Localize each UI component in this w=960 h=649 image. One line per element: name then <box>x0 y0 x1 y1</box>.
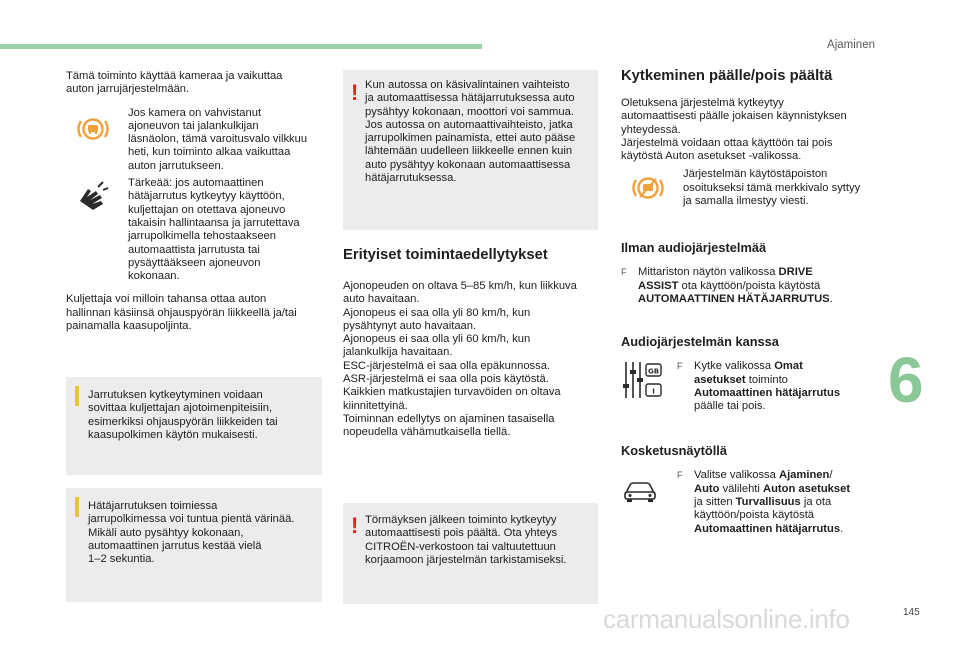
touchscreen-instruction <box>677 469 883 535</box>
text-run: ja sitten <box>694 496 733 509</box>
no-audio-heading: Ilman audiojärjestelmää <box>621 240 767 256</box>
header-accent-bar <box>0 44 482 49</box>
text-run: / <box>829 469 833 482</box>
text-run: . <box>829 292 833 305</box>
important-note <box>66 177 328 283</box>
car-icon <box>623 481 657 503</box>
conditions-text: Ajonopeuden on oltava 5–85 km/h, kun liikkuva auto havaitaan. Ajonopeus ei saa olla yli 80 km/h, kun pysähtynyt auto havaitaan. Ajonopeus ei saa olla yli 60 km/h, kun jalankulkija havaitaan. ESC-järjestelmä ei saa olla epäkunnossa. ASR-järjestelmä ei saa olla pois käytöstä. Kaikkien matkustajien turvavöiden on oltava kiinnitettyinä. Toiminnan edellytys on ajaminen tasaisella nopeudella vähämutkaisella tiellä. <box>343 280 577 439</box>
info-icon <box>75 393 79 406</box>
driver-override-text: Kuljettaja voi milloin tahansa ottaa auton hallinnan käsiinsä ohjauspyörän liikkeellä ja/tai painamalla kaasupoljinta. <box>66 293 297 333</box>
text-run: päälle tai pois. <box>694 400 766 413</box>
info-box-vibration-text: Hätäjarrutuksen toimiessa jarrupolkimessa voi tuntua pientä värinää. Mikäli auto pysähtyy kokonaan, automaattinen jarrutus kestää vielä 1–2 sekuntia. <box>88 500 295 566</box>
function-name: Automaattinen hätäjarrutus <box>694 522 841 535</box>
menu-name: Ajaminen <box>778 469 830 482</box>
audio-instruction <box>677 360 883 413</box>
text-run: toiminto <box>748 373 788 386</box>
page-number: 145 <box>903 607 920 618</box>
info-box-adaptation-text: Jarrutuksen kytkeytyminen voidaan sovittaa kuljettajan ajotoimenpiteisiin, esimerkiksi ohjauspyörän liikkeiden tai kaasupolkimen käytön mukaisesti. <box>88 389 278 441</box>
column-left <box>66 70 328 333</box>
emergency-brake-warning-icon <box>76 113 110 145</box>
watermark: carmanualsonline.info <box>603 604 850 634</box>
text-run: Kytke valikossa <box>694 360 775 373</box>
warning-box-collision <box>343 503 598 604</box>
warning-box-collision-text: Törmäyksen jälkeen toiminto kytkeytyy automaattisesti pois päältä. Ota yhteys CITROËN-verkostoon tai valtuutettuun korjaamoon järjestelmän tarkistamiseksi. <box>365 514 567 566</box>
warning-box-gearbox-text: Kun autossa on käsivalintainen vaihteisto ja automaattisessa hätäjarrutuksessa auto pysähtyy kokonaan, moottori voi sammua. Jos autossa on automaattivaihteisto, jatka jarrupolkimen painamista, ettei auto pääse lähtemään uudelleen liikkeelle ennen kuin auto pysähtyy kokonaan automaattisessa hätäjarrutuksessa. <box>365 79 576 185</box>
text-run: välilehti <box>719 482 764 495</box>
warning-icon: ! <box>351 513 359 538</box>
text-run: . <box>840 522 844 535</box>
audio-heading: Audiojärjestelmän kanssa <box>621 334 779 350</box>
info-label: I <box>652 387 655 396</box>
settings-sliders-icon <box>621 360 663 400</box>
disable-indicator-text: Järjestelmän käytöstäpoiston osoitukseksi tämä merkkivalo syttyy ja samalla ilmestyy viesti. <box>683 168 861 208</box>
menu-name: Omat asetukset <box>694 360 803 386</box>
column-middle <box>343 246 605 440</box>
text-run: ja ota käyttöön/poista käytöstä <box>694 496 832 522</box>
warning-icon: ! <box>351 80 359 105</box>
important-note-text: Tärkeää: jos automaattinen hätäjarrutus kytkeytyy käyttöön, kuljettajan on otettava ajoneuvo takaisin hallintaansa ja jarrutettava jarrupolkimella tehostaakseen automaattista jarrutusta tai pysäyttääkseen ajoneuvon kokonaan. <box>128 177 300 283</box>
menu-name: DRIVE ASSIST <box>638 266 813 292</box>
default-state-text: Oletuksena järjestelmä kytkeytyy automaattisesti päälle jokaisen käynnistyksen yhteydessä. Järjestelmä voidaan ottaa käyttöön tai pois käytöstä Auton asetukset -valikossa. <box>621 97 847 163</box>
chapter-number: 6 <box>888 344 924 416</box>
no-audio-instruction <box>621 266 883 306</box>
section-title: Ajaminen <box>827 39 875 51</box>
camera-note <box>66 107 328 173</box>
info-box-adaptation <box>66 377 322 475</box>
column-right <box>621 67 883 536</box>
hand-important-icon <box>76 181 110 213</box>
text-run: ota käyttöön/poista käytöstä <box>681 279 821 292</box>
tab-name: Auto <box>694 482 720 495</box>
audio-instruction-row <box>621 360 883 413</box>
touchscreen-instruction-row <box>621 469 883 535</box>
function-name: AUTOMAATTINEN HÄTÄJARRUTUS <box>638 292 830 305</box>
text-run: Mittariston näytön valikossa <box>638 266 779 279</box>
warning-box-gearbox <box>343 70 598 230</box>
info-icon <box>75 504 79 517</box>
tab-name: Auton asetukset <box>763 482 851 495</box>
text-run: Valitse valikossa <box>694 469 779 482</box>
emergency-brake-off-icon <box>631 172 665 204</box>
touchscreen-heading: Kosketusnäytöllä <box>621 443 727 459</box>
conditions-heading: Erityiset toimintaedellytykset <box>343 247 548 263</box>
camera-note-text: Jos kamera on vahvistanut ajoneuvon tai jalankulkijan läsnäolon, tämä varoitusvalo vilkkuu heti, kun toiminto alkaa vaikuttaa auton jarrutukseen. <box>128 106 308 172</box>
menu-name: Turvallisuus <box>735 496 801 509</box>
disable-indicator-note <box>621 168 883 208</box>
info-box-vibration <box>66 488 322 602</box>
intro-text: Tämä toiminto käyttää kameraa ja vaikuttaa auton jarrujärjestelmään. <box>66 70 283 96</box>
gb-label: GB <box>647 367 660 376</box>
toggle-heading: Kytkeminen päälle/pois päältä <box>621 68 833 84</box>
function-name: Automaattinen hätäjarrutus <box>694 386 841 399</box>
